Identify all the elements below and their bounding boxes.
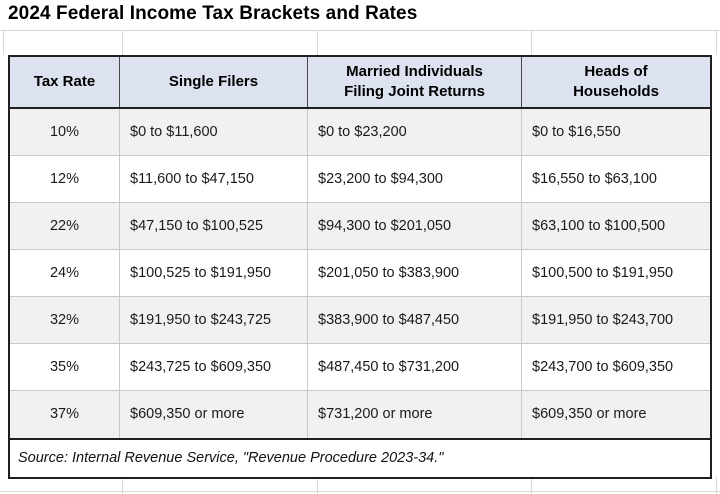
gridline-top-horizontal bbox=[0, 30, 720, 31]
table-row bbox=[10, 344, 710, 391]
header-line: Households bbox=[573, 82, 659, 100]
gridline-top-v5 bbox=[716, 30, 717, 55]
table-row bbox=[10, 391, 710, 438]
table-row bbox=[10, 156, 710, 203]
married-joint-cell: $487,450 to $731,200 bbox=[308, 344, 522, 390]
table-row bbox=[10, 297, 710, 344]
gridline-top-v1 bbox=[3, 30, 4, 55]
tax-rate-cell: 10% bbox=[10, 109, 120, 155]
head-household-cell: $0 to $16,550 bbox=[532, 123, 621, 140]
gridline-bottom-horizontal bbox=[0, 491, 720, 492]
tax-rate-cell: 35% bbox=[10, 344, 120, 390]
tax-rate-cell: 24% bbox=[10, 250, 120, 296]
head-household-cell: $63,100 to $100,500 bbox=[532, 217, 666, 234]
head-household-cell: $609,350 or more bbox=[532, 406, 647, 423]
married-joint-cell: $23,200 to $94,300 bbox=[308, 156, 522, 202]
single-filers-cell: $11,600 to $47,150 bbox=[120, 156, 308, 202]
header-single-filers bbox=[120, 57, 308, 107]
head-household-cell: $243,700 to $609,350 bbox=[532, 358, 674, 375]
married-joint-cell: $383,900 to $487,450 bbox=[308, 297, 522, 343]
head-household-cell: $191,950 to $243,700 bbox=[532, 311, 674, 328]
header-heads-of-households bbox=[522, 57, 710, 107]
single-filers-cell: $243,725 to $609,350 bbox=[120, 344, 308, 390]
married-joint-cell: $201,050 to $383,900 bbox=[308, 250, 522, 296]
source-note: Source: Internal Revenue Service, "Revenue Procedure 2023-34." bbox=[10, 438, 710, 477]
married-joint-cell: $94,300 to $201,050 bbox=[308, 203, 522, 249]
tax-brackets-table bbox=[8, 55, 712, 479]
header-married-joint bbox=[308, 57, 522, 107]
single-filers-cell: $191,950 to $243,725 bbox=[120, 297, 308, 343]
gridline-top-v4 bbox=[531, 30, 532, 55]
page-title: 2024 Federal Income Tax Brackets and Rates bbox=[8, 3, 418, 24]
single-filers-cell: $0 to $11,600 bbox=[120, 109, 308, 155]
head-household-cell: $16,550 to $63,100 bbox=[532, 170, 657, 187]
gridline-bottom-v4 bbox=[716, 477, 717, 494]
table-header-row bbox=[10, 57, 710, 109]
tax-rate-cell: 22% bbox=[10, 203, 120, 249]
table-row bbox=[10, 109, 710, 156]
single-filers-cell: $100,525 to $191,950 bbox=[120, 250, 308, 296]
tax-rate-cell: 12% bbox=[10, 156, 120, 202]
married-joint-cell: $731,200 or more bbox=[308, 391, 522, 438]
single-filers-cell: $47,150 to $100,525 bbox=[120, 203, 308, 249]
header-line: Married Individuals bbox=[346, 63, 483, 80]
head-household-cell: $100,500 to $191,950 bbox=[532, 264, 674, 281]
table-row bbox=[10, 203, 710, 250]
tax-rate-cell: 37% bbox=[10, 391, 120, 438]
gridline-top-v3 bbox=[317, 30, 318, 55]
header-line: Single Filers bbox=[168, 72, 259, 90]
gridline-bottom-v2 bbox=[317, 477, 318, 494]
header-line: Filing Joint Returns bbox=[344, 82, 485, 100]
gridline-bottom-v3 bbox=[531, 477, 532, 494]
single-filers-cell: $609,350 or more bbox=[120, 391, 308, 438]
table-row bbox=[10, 250, 710, 297]
header-line: Heads of bbox=[584, 63, 648, 80]
tax-rate-cell: 32% bbox=[10, 297, 120, 343]
gridline-top-v2 bbox=[122, 30, 123, 55]
gridline-bottom-v1 bbox=[122, 477, 123, 494]
header-tax-rate bbox=[10, 57, 120, 107]
married-joint-cell: $0 to $23,200 bbox=[308, 109, 522, 155]
header-line: Tax Rate bbox=[33, 72, 96, 90]
